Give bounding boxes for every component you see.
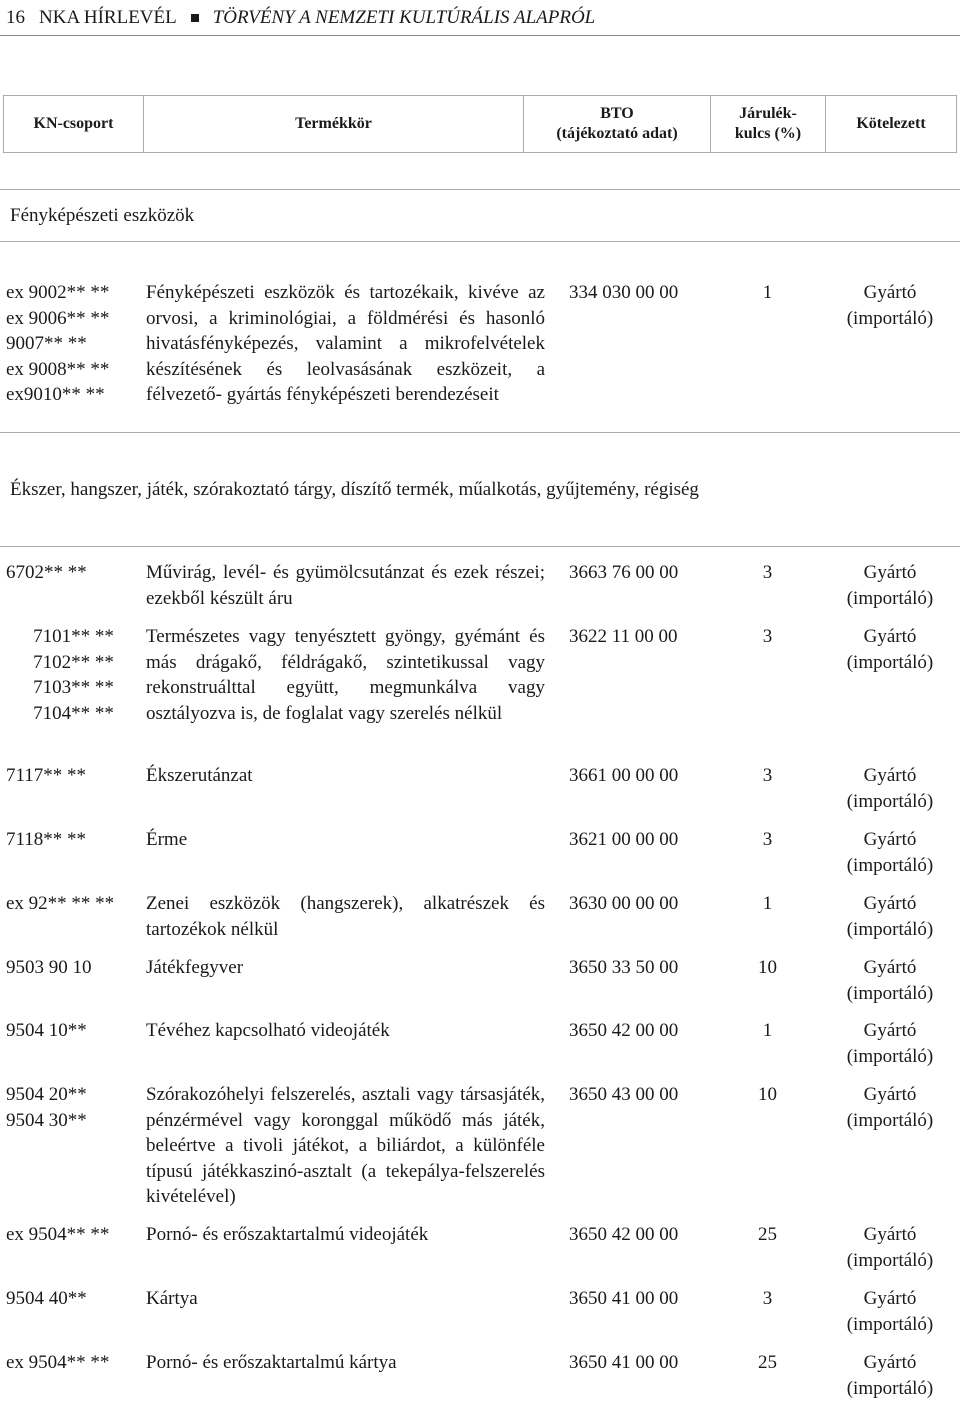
product-description: Zenei eszközök (hangszerek), alkatrészek és tartozékok nélkül	[146, 893, 545, 940]
header-bto: BTO (tájékoztató adat)	[524, 96, 711, 152]
header-rate: Járulék- kulcs (%)	[711, 96, 826, 152]
obliged-party: Gyártó (importáló)	[846, 562, 934, 609]
kn-code: ex 92** ** **	[6, 893, 115, 914]
rate-value: 1	[762, 1020, 773, 1041]
obliged-party: Gyártó (importáló)	[846, 765, 934, 812]
rate-value: 3	[762, 829, 773, 850]
product-description: Érme	[146, 829, 188, 850]
bto-code: 3622 11 00 00	[569, 626, 678, 647]
kn-code: 7101** ** 7102** ** 7103** ** 7104** **	[33, 626, 114, 724]
product-description: Tévéhez kapcsolható videojáték	[146, 1020, 390, 1041]
obliged-party: Gyártó (importáló)	[846, 282, 934, 329]
bto-code: 3650 42 00 00	[569, 1020, 679, 1041]
rate-value: 25	[758, 1224, 777, 1245]
product-description: Pornó- és erőszaktartalmú kártya	[146, 1352, 397, 1373]
section-title: Ékszer, hangszer, játék, szórakoztató tárgy, díszítő termék, műalkotás, gyűjtemény, régiség	[0, 432, 960, 547]
product-description: Szórakozóhelyi felszerelés, asztali vagy társasjáték, pénzérmével vagy koronggal működő más játék, beleértve a tivoli játékot, a biliárdot, a különféle típusú játékkaszinó-asztalt (a tekepálya-felszerelés kivételével)	[146, 1084, 545, 1207]
kn-code: ex 9504** **	[6, 1224, 110, 1245]
kn-code: 7118** **	[6, 829, 87, 850]
product-description: Ékszerutánzat	[146, 765, 253, 786]
obliged-party: Gyártó (importáló)	[846, 957, 934, 1004]
bto-code: 3661 00 00 00	[569, 765, 679, 786]
bto-code: 3650 33 50 00	[569, 957, 679, 978]
bto-code: 3650 41 00 00	[569, 1288, 679, 1309]
bto-code: 3663 76 00 00	[569, 562, 679, 583]
table-header	[3, 95, 957, 153]
obliged-party: Gyártó (importáló)	[846, 893, 934, 940]
header-obliged: Kötelezett	[856, 115, 926, 132]
header-kn: KN-csoport	[4, 96, 144, 152]
bto-code: 3630 00 00 00	[569, 893, 679, 914]
kn-code: 9504 10**	[6, 1020, 87, 1041]
law-title: TÖRVÉNY A NEMZETI KULTÚRÁLIS ALAPRÓL	[212, 6, 596, 28]
obliged-party: Gyártó (importáló)	[846, 1020, 934, 1067]
rate-value: 10	[758, 1084, 777, 1105]
newsletter-name: NKA HÍRLEVÉL	[39, 6, 177, 28]
section-title: Fényképészeti eszközök	[0, 189, 960, 242]
rate-value: 3	[762, 765, 773, 786]
kn-code: ex 9002** ** ex 9006** ** 9007** ** ex 9008** ** ex9010** **	[6, 282, 110, 405]
rate-value: 10	[758, 957, 777, 978]
product-description: Művirág, levél- és gyümölcsutánzat és ezek részei; ezekből készült áru	[146, 562, 545, 609]
kn-code: 9504 40**	[6, 1288, 87, 1309]
running-head	[0, 0, 960, 36]
product-description: Játékfegyver	[146, 957, 244, 978]
page-number: 16	[6, 6, 25, 28]
rate-value: 3	[762, 626, 773, 647]
obliged-party: Gyártó (importáló)	[846, 626, 934, 673]
rate-value: 25	[758, 1352, 777, 1373]
rate-value: 1	[762, 893, 773, 914]
rate-value: 3	[762, 562, 773, 583]
obliged-party: Gyártó (importáló)	[846, 1352, 934, 1399]
obliged-party: Gyártó (importáló)	[846, 1084, 934, 1131]
product-description: Fényképészeti eszközök és tartozékaik, kivéve az orvosi, a kriminológiai, a földmérési és hasonló hivatásfényképezés, valamint a mikrofelvételek készítésének és leolvasásának eszközeit, a félvezető- gyártás fényképészeti berendezéseit	[146, 282, 545, 405]
rate-value: 1	[762, 282, 773, 303]
obliged-party: Gyártó (importáló)	[846, 829, 934, 876]
square-bullet-icon	[191, 14, 199, 22]
kn-code: 9503 90 10	[6, 957, 92, 978]
product-description: Pornó- és erőszaktartalmú videojáték	[146, 1224, 429, 1245]
bto-code: 3650 42 00 00	[569, 1224, 679, 1245]
obliged-party: Gyártó (importáló)	[846, 1288, 934, 1335]
bto-code: 3650 43 00 00	[569, 1084, 679, 1105]
kn-code: 7117** **	[6, 765, 87, 786]
bto-code: 3621 00 00 00	[569, 829, 679, 850]
bto-code: 3650 41 00 00	[569, 1352, 679, 1373]
product-description: Természetes vagy tenyésztett gyöngy, gyémánt és más drágakő, féldrágakő, szintetikussal vagy rekonstruálttal együtt, megmunkálva vagy osztályozva is, de foglalat vagy szerelés nélkül	[146, 626, 545, 724]
header-product: Termékkör	[144, 96, 524, 152]
product-description: Kártya	[146, 1288, 198, 1309]
rate-value: 3	[762, 1288, 773, 1309]
kn-code: ex 9504** **	[6, 1352, 110, 1373]
bto-code: 334 030 00 00	[569, 282, 679, 303]
obliged-party: Gyártó (importáló)	[846, 1224, 934, 1271]
kn-code: 6702** **	[6, 562, 87, 583]
kn-code: 9504 20** 9504 30**	[6, 1084, 87, 1131]
